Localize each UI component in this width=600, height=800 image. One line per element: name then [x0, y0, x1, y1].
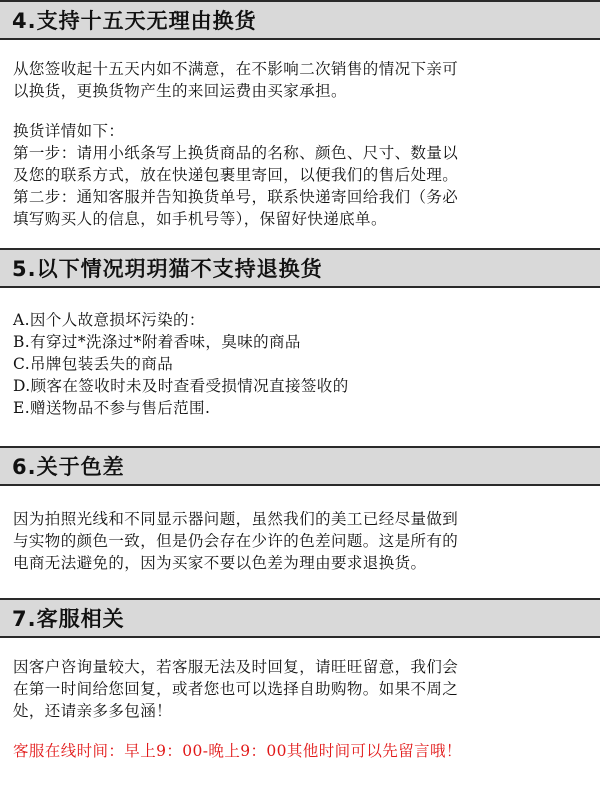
list-item: C.吊牌包装丢失的商品 — [13, 355, 174, 373]
section-7-body — [13, 656, 591, 722]
section-6-line: 与实物的颜色一致，但是仍会存在少许的色差问题。这是所有的 — [13, 532, 459, 550]
section-7-line: 处，还请亲多多包涵！ — [13, 702, 173, 720]
section-7-title: 7.客服相关 — [12, 607, 125, 631]
details-heading: 换货详情如下： — [13, 122, 125, 140]
section-4-title: 4.支持十五天无理由换货 — [12, 9, 257, 33]
details-line: 填写购买人的信息，如手机号等），保留好快递底单。 — [13, 210, 387, 228]
section-6-body — [13, 508, 591, 574]
section-7-header — [0, 598, 600, 638]
list-item: E.赠送物品不参与售后范围. — [13, 399, 211, 417]
section-4-header — [0, 0, 600, 40]
section-4-line: 以换货，更换货物产生的来回运费由买家承担。 — [13, 82, 347, 100]
details-line: 第二步：通知客服并告知换货单号，联系快递寄回给我们（务必 — [13, 188, 459, 206]
section-4-details — [13, 120, 591, 230]
list-item: D.顾客在签收时未及时查看受损情况直接签收的 — [13, 377, 349, 395]
section-6-title: 6.关于色差 — [12, 455, 125, 479]
list-item: A.因个人故意损坏污染的： — [13, 311, 205, 329]
section-5-title: 5.以下情况玥玥猫不支持退换货 — [12, 257, 323, 281]
details-line: 第一步：请用小纸条写上换货商品的名称、颜色、尺寸、数量以 — [13, 144, 459, 162]
service-hours-text: 客服在线时间：早上9：00-晚上9：00其他时间可以先留言哦！ — [13, 742, 462, 760]
service-hours-notice — [13, 740, 591, 762]
section-6-line: 因为拍照光线和不同显示器问题，虽然我们的美工已经尽量做到 — [13, 510, 459, 528]
section-7-line: 因客户咨询量较大，若客服无法及时回复，请旺旺留意，我们会 — [13, 658, 459, 676]
section-6-header — [0, 446, 600, 486]
list-item: B.有穿过*洗涤过*附着香味，臭味的商品 — [13, 333, 301, 351]
details-line: 及您的联系方式，放在快递包裹里寄回，以便我们的售后处理。 — [13, 166, 459, 184]
section-4-line: 从您签收起十五天内如不满意，在不影响二次销售的情况下亲可 — [13, 60, 459, 78]
section-5-body — [13, 309, 591, 419]
section-4-body — [13, 58, 591, 102]
section-6-line: 电商无法避免的，因为买家不要以色差为理由要求退换货。 — [13, 554, 427, 572]
section-5-header — [0, 248, 600, 288]
section-7-line: 在第一时间给您回复，或者您也可以选择自助购物。如果不周之 — [13, 680, 459, 698]
